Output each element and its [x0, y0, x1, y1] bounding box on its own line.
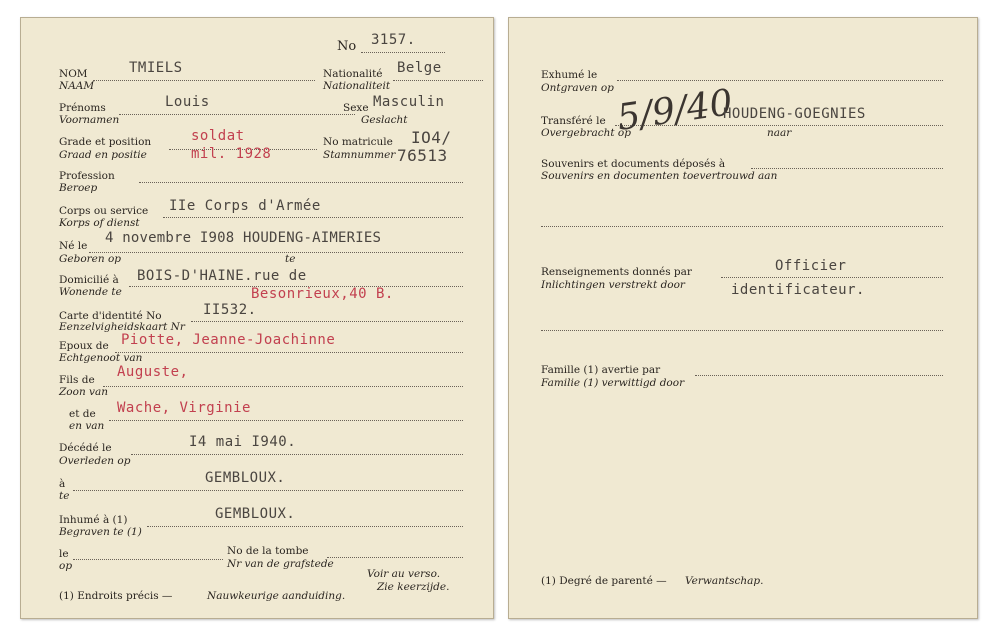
overgebracht-label: Overgebracht op — [541, 127, 631, 139]
souvenirs-label: Souvenirs et documents déposés à — [541, 158, 726, 170]
graad-label: Graad en positie — [59, 149, 147, 161]
inhume-label: Inhumé à (1) — [59, 514, 128, 526]
voir-au-verso-label: Voir au verso. — [367, 568, 441, 580]
et-de-label: et de — [69, 408, 96, 420]
geboren-label: Geboren op — [59, 253, 122, 265]
nom-label: NOM — [59, 68, 88, 80]
en-van-label: en van — [69, 420, 105, 432]
familie-label: Familie (1) verwittigd door — [541, 377, 685, 389]
inhume-dotted-line — [147, 526, 463, 527]
overleden-label: Overleden op — [59, 455, 131, 467]
geslacht-label: Geslacht — [361, 114, 408, 126]
corps-value: IIe Corps d'Armée — [169, 198, 321, 214]
et-de-dotted-line — [109, 420, 463, 421]
grade-value-2: mil. 1928 — [191, 146, 272, 162]
tombe-dotted-line — [327, 557, 463, 558]
matricule-label: No matricule — [323, 136, 393, 148]
epoux-label: Epoux de — [59, 340, 109, 352]
eenzelvigheid-label: Eenzelvigheidskaart Nr — [59, 321, 185, 333]
front-footnote: (1) Endroits précis — — [59, 590, 173, 602]
naar-label: naar — [767, 127, 792, 139]
profession-dotted-line — [139, 182, 463, 183]
zoon-label: Zoon van — [59, 386, 108, 398]
inhume-value: GEMBLOUX. — [215, 506, 296, 522]
matricule-value-2: 76513 — [397, 146, 448, 165]
echtgenoot-label: Echtgenoot van — [59, 352, 143, 364]
le-label: le — [59, 548, 69, 560]
exhume-dotted-line — [617, 80, 943, 81]
prenoms-dotted-line — [119, 114, 355, 115]
grade-label: Grade et position — [59, 136, 152, 148]
prenoms-label: Prénoms — [59, 102, 106, 114]
renseignements-dotted-line — [721, 277, 943, 278]
number-value: 3157. — [371, 32, 416, 48]
nom-dotted-line — [93, 80, 315, 81]
fils-dotted-line — [103, 386, 463, 387]
corps-label: Corps ou service — [59, 205, 149, 217]
sexe-value: Masculin — [373, 94, 445, 110]
transfere-label: Transféré le — [541, 115, 606, 127]
carte-value: II532. — [203, 302, 257, 318]
stamnummer-label: Stamnummer — [323, 149, 396, 161]
korps-label: Korps of dienst — [59, 217, 140, 229]
epoux-dotted-line — [115, 352, 463, 353]
nom-value: TMIELS — [129, 60, 183, 76]
back-footnote-nl: Verwantschap. — [685, 575, 764, 587]
nationalite-value: Belge — [397, 60, 442, 76]
number-dotted-line — [361, 52, 445, 53]
exhume-label: Exhumé le — [541, 69, 598, 81]
front-footnote-nl: Nauwkeurige aanduiding. — [207, 590, 346, 602]
transfere-date-handwritten: 5/9/40 — [614, 82, 736, 139]
souvenirs-nl-label: Souvenirs en documenten toevertrouwd aan — [541, 170, 778, 182]
renseignements-label: Renseignements donnés par — [541, 266, 692, 278]
tombe-label: No de la tombe — [227, 545, 309, 557]
souvenirs-dotted-line-2 — [541, 226, 943, 227]
domicilie-value-1: BOIS-D'HAINE.rue de — [137, 268, 307, 284]
a-label: à — [59, 478, 66, 490]
number-label: No — [337, 39, 357, 54]
te-label-birth: te — [285, 253, 296, 265]
renseignements-value-1: Officier — [775, 258, 847, 274]
wonende-label: Wonende te — [59, 286, 122, 298]
ne-le-dotted-line — [89, 252, 463, 253]
a-dotted-line — [73, 490, 463, 491]
nationalite-dotted-line — [393, 80, 483, 81]
te-label-death: te — [59, 490, 70, 502]
le-dotted-line — [73, 559, 223, 560]
decede-label: Décédé le — [59, 442, 112, 454]
record-card-back — [508, 17, 978, 619]
carte-label: Carte d'identité No — [59, 310, 162, 322]
nationaliteit-label: Nationaliteit — [323, 80, 391, 92]
zie-keerzijde-label: Zie keerzijde. — [377, 581, 450, 593]
beroep-label: Beroep — [59, 182, 98, 194]
sexe-label: Sexe — [343, 102, 369, 114]
ontgraven-label: Ontgraven op — [541, 82, 614, 94]
op-label: op — [59, 560, 73, 572]
grade-value-1: soldat — [191, 128, 245, 144]
begraven-label: Begraven te (1) — [59, 526, 142, 538]
decede-value: I4 mai I940. — [189, 434, 297, 450]
record-card-front — [20, 17, 494, 619]
voornamen-label: Voornamen — [59, 114, 120, 126]
decede-dotted-line — [131, 454, 463, 455]
a-value: GEMBLOUX. — [205, 470, 286, 486]
et-de-value: Wache, Virginie — [117, 400, 251, 416]
corps-dotted-line — [163, 217, 463, 218]
famille-dotted-line — [695, 375, 943, 376]
nationalite-label: Nationalité — [323, 68, 383, 80]
transfere-value: HOUDENG-GOEGNIES — [723, 106, 866, 122]
fils-label: Fils de — [59, 374, 95, 386]
profession-label: Profession — [59, 170, 115, 182]
prenoms-value: Louis — [165, 94, 210, 110]
renseignements-value-2: identificateur. — [731, 282, 865, 298]
ne-le-value: 4 novembre I908 HOUDENG-AIMERIES — [105, 230, 382, 246]
back-footnote: (1) Degré de parenté — — [541, 575, 667, 587]
souvenirs-dotted-line-1 — [751, 168, 943, 169]
domicilie-value-2: Besonrieux,40 B. — [251, 286, 394, 302]
matricule-value-1: IO4/ — [411, 128, 452, 147]
inlichtingen-label: Inlichtingen verstrekt door — [541, 279, 685, 291]
carte-dotted-line — [191, 321, 463, 322]
epoux-value: Piotte, Jeanne-Joachinne — [121, 332, 336, 348]
grafstede-label: Nr van de grafstede — [227, 558, 334, 570]
fils-value: Auguste, — [117, 364, 189, 380]
naam-label: NAAM — [59, 80, 95, 92]
famille-label: Famille (1) avertie par — [541, 364, 661, 376]
domicilie-label: Domicilié à — [59, 274, 119, 286]
ne-le-label: Né le — [59, 240, 88, 252]
renseignements-dotted-line-2 — [541, 330, 943, 331]
